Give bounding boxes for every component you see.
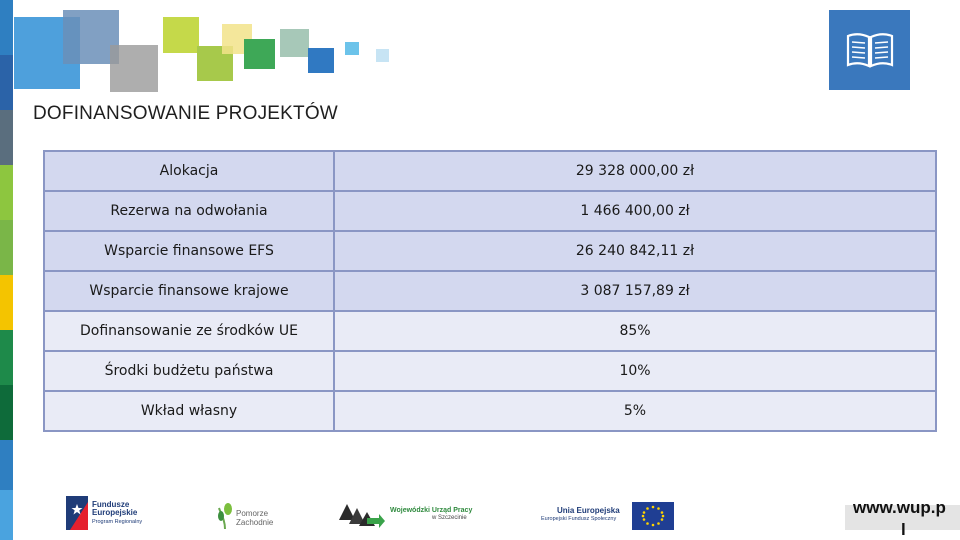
book-icon [829, 10, 910, 90]
table-row [44, 351, 936, 391]
left-color-strip [0, 0, 13, 540]
table-row [44, 231, 936, 271]
row-label: Wsparcie finansowe krajowe [44, 271, 334, 311]
page-title: DOFINANSOWANIE PROJEKTÓW [33, 103, 338, 124]
fe-logo-line3: Program Regionalny [92, 518, 143, 525]
row-label: Alokacja [44, 151, 334, 191]
row-label: Rezerwa na odwołania [44, 191, 334, 231]
sponsor-logos [0, 490, 960, 540]
table-row [44, 311, 936, 351]
eu-flag-icon [632, 502, 674, 530]
row-label: Wsparcie finansowe EFS [44, 231, 334, 271]
row-label: Środki budżetu państwa [44, 351, 334, 391]
leaf-icon [216, 502, 234, 530]
row-label: Wkład własny [44, 391, 334, 431]
website-url[interactable] [853, 497, 946, 540]
wup-emblem-icon [337, 502, 385, 528]
row-value: 26 240 842,11 zł [334, 231, 936, 271]
wup-logo-line2: w Szczecinie [432, 514, 467, 521]
table-row [44, 391, 936, 431]
table-row [44, 191, 936, 231]
pomorze-logo-line1: Pomorze [236, 509, 269, 518]
fe-logo-line1: Fundusze [92, 500, 130, 509]
row-value: 5% [334, 391, 936, 431]
row-value: 29 328 000,00 zł [334, 151, 936, 191]
row-value: 1 466 400,00 zł [334, 191, 936, 231]
url-line2: l [901, 520, 906, 539]
fe-logo-line2: Europejskie [92, 508, 138, 518]
fe-star-icon [66, 496, 88, 530]
pomorze-logo-line2: Zachodnie [236, 517, 274, 527]
row-label: Dofinansowanie ze środków UE [44, 311, 334, 351]
row-value: 3 087 157,89 zł [334, 271, 936, 311]
funding-table [43, 150, 937, 432]
ue-logo-line1: Unia Europejska [557, 506, 620, 515]
table-row [44, 271, 936, 311]
row-value: 85% [334, 311, 936, 351]
table-row [44, 151, 936, 191]
url-line1: www.wup.p [853, 498, 946, 517]
row-value: 10% [334, 351, 936, 391]
wup-logo-line1: Wojewódzki Urząd Pracy [390, 507, 473, 514]
ue-logo-line2: Europejski Fundusz Społeczny [541, 515, 617, 522]
